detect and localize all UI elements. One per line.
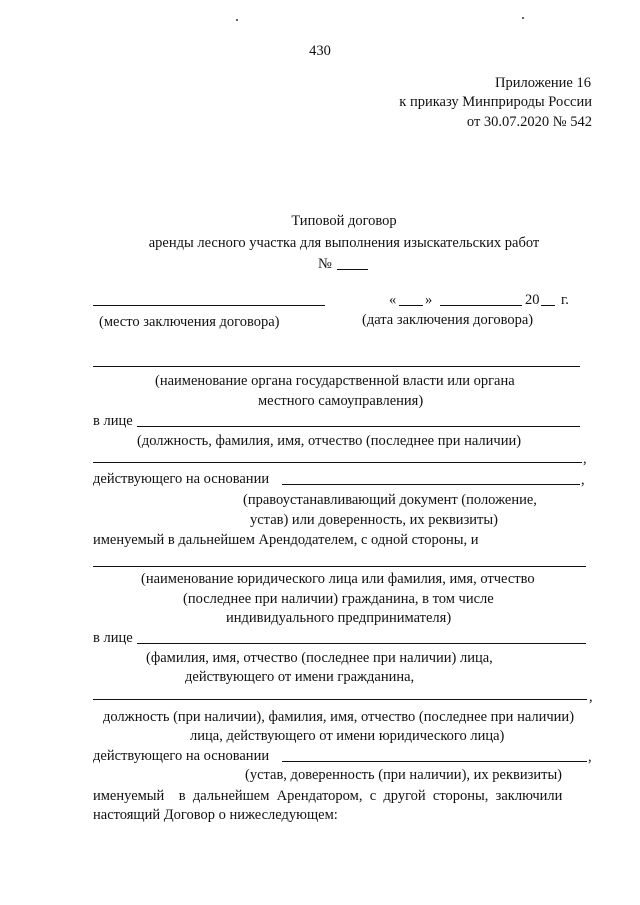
document-subtitle: аренды лесного участка для выполнения изыскательских работ	[148, 235, 540, 251]
appendix-line-2: к приказу Минприроды России	[399, 94, 592, 110]
lessee-person-caption-1: (фамилия, имя, отчество (последнее при наличии) лица,	[146, 650, 493, 666]
contract-number-field	[337, 269, 368, 270]
lessee-representative-field-2	[93, 699, 587, 700]
lessor-organ-caption-1: (наименование органа государственной власти или органа	[155, 373, 515, 389]
date-year-prefix: 20	[525, 292, 540, 308]
lessee-position-caption-1: должность (при наличии), фамилия, имя, отчество (последнее при наличии)	[103, 709, 575, 725]
lessor-named-text: именуемый в дальнейшем Арендодателем, с одной стороны, и	[93, 532, 479, 548]
lessee-basis-comma: ,	[588, 749, 592, 765]
lessor-in-person-label: в лице	[93, 413, 133, 429]
appendix-line-1: Приложение 16	[495, 75, 591, 91]
lessee-entity-field	[93, 566, 586, 567]
lessee-basis-caption: (устав, доверенность (при наличии), их реквизиты)	[245, 767, 563, 783]
date-quote-close: »	[425, 292, 433, 308]
lessee-comma: ,	[589, 689, 593, 705]
scan-speck	[236, 19, 238, 21]
lessee-basis-field	[282, 761, 587, 762]
contract-number-label: №	[318, 256, 332, 272]
lessee-entity-caption-2: (последнее при наличии) гражданина, в том числе	[183, 591, 494, 607]
lessor-basis-comma: ,	[581, 472, 585, 488]
scan-speck	[522, 17, 524, 19]
page-number: 430	[309, 43, 331, 59]
date-day-field	[399, 305, 423, 306]
lessee-position-caption-2: лица, действующего от имени юридического лица)	[190, 728, 505, 744]
lessor-basis-caption-1: (правоустанавливающий документ (положение,	[243, 492, 537, 508]
lessee-person-caption-2: действующего от имени гражданина,	[185, 669, 415, 685]
date-quote-open: «	[389, 292, 397, 308]
lessor-representative-field	[137, 426, 580, 427]
lessor-basis-field	[282, 484, 580, 485]
date-month-field	[440, 305, 522, 306]
lessor-representative-field-2	[93, 462, 582, 463]
place-field	[93, 305, 325, 306]
lessee-representative-field	[137, 643, 586, 644]
date-caption: (дата заключения договора)	[362, 312, 534, 328]
date-year-suffix: г.	[561, 292, 569, 308]
lessee-entity-caption-1: (наименование юридического лица или фамилия, имя, отчество	[141, 571, 535, 587]
lessee-entity-caption-3: индивидуального предпринимателя)	[226, 610, 452, 626]
document-title: Типовой договор	[291, 213, 397, 229]
appendix-line-3: от 30.07.2020 № 542	[466, 114, 592, 130]
lessee-named-text-2: настоящий Договор о нижеследующем:	[93, 807, 338, 823]
place-caption: (место заключения договора)	[99, 314, 280, 330]
lessor-person-caption: (должность, фамилия, имя, отчество (последнее при наличии)	[137, 433, 522, 449]
lessor-comma: ,	[583, 451, 587, 467]
lessee-named-text-1: именуемый в дальнейшем Арендатором, с другой стороны, заключили	[93, 788, 563, 804]
lessor-organ-caption-2: местного самоуправления)	[258, 393, 424, 409]
lessor-organ-field	[93, 366, 580, 367]
lessee-in-person-label: в лице	[93, 630, 133, 646]
date-year-field	[541, 305, 555, 306]
lessor-acting-basis-label: действующего на основании	[93, 471, 270, 487]
lessee-acting-basis-label: действующего на основании	[93, 748, 270, 764]
lessor-basis-caption-2: устав) или доверенность, их реквизиты)	[250, 512, 498, 528]
